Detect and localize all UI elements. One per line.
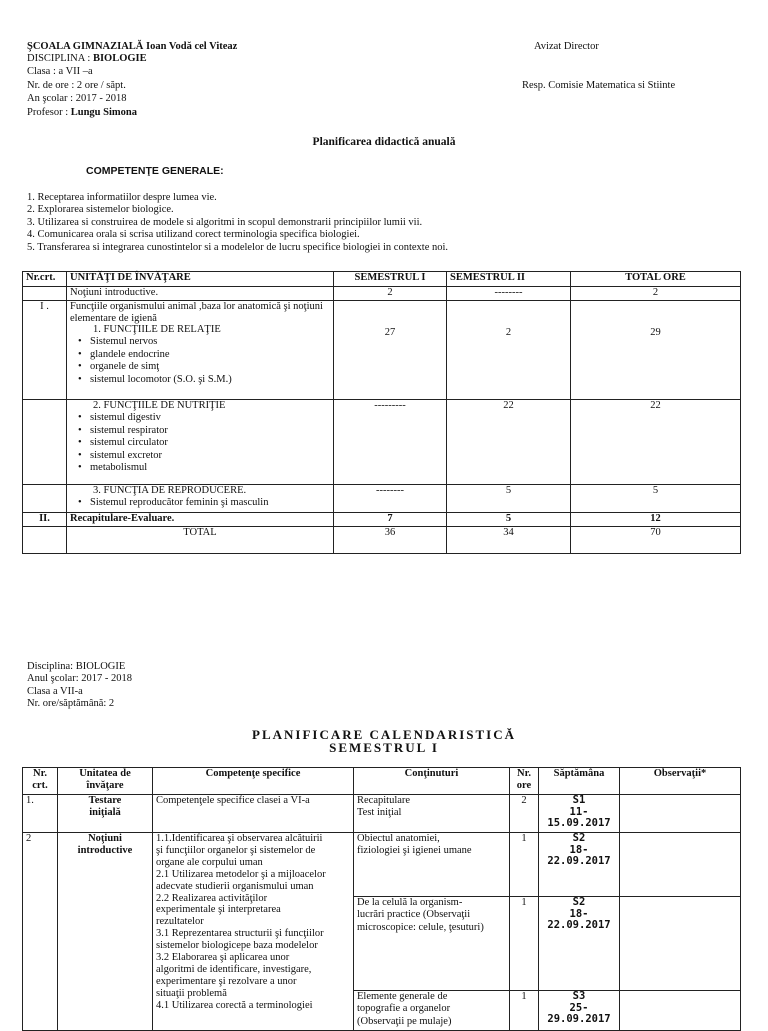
- year-line: An şcolar : 2017 - 2018: [27, 93, 127, 104]
- calendar-semester: SEMESTRUL I: [329, 740, 439, 755]
- observations-cell: [620, 795, 741, 833]
- cell-s1: 2: [334, 287, 447, 301]
- competences-title: COMPETENŢE GENERALE:: [86, 165, 224, 177]
- list-item: • sistemul respirator: [70, 425, 330, 437]
- observations-cell: [620, 833, 741, 897]
- list-item: • sistemul locomotor (S.O. şi S.M.): [70, 374, 330, 386]
- hours-cell: 1: [510, 991, 539, 1031]
- table-row: [23, 795, 741, 833]
- hours-line: Nr. de ore : 2 ore / săpt.: [27, 80, 126, 91]
- unit-reproduction: [67, 485, 334, 513]
- col-observations: Observaţii*: [620, 768, 741, 795]
- teacher-line: Profesor : Lungu Simona: [27, 107, 137, 118]
- table-total-row: [23, 527, 741, 554]
- unit-title: 3. FUNCŢIA DE REPRODUCERE.: [93, 485, 247, 496]
- col-sem2: SEMESTRUL II: [447, 272, 571, 287]
- hours-cell: 1: [510, 897, 539, 991]
- list-item: • metabolismul: [70, 462, 330, 474]
- unit-intro: Noţiuni introductive.: [67, 287, 334, 301]
- unit-title: 2. FUNCŢIILE DE NUTRIŢIE: [93, 400, 226, 411]
- table-row: [23, 301, 741, 400]
- cell-s1: --------: [334, 485, 447, 513]
- col-total: TOTAL ORE: [571, 272, 741, 287]
- class-line: Clasa : a VII –a: [27, 66, 93, 77]
- calendar-header-row: [23, 768, 741, 795]
- cell-s2: --------: [447, 287, 571, 301]
- list-item: • glandele endocrine: [70, 349, 330, 361]
- competence-item: 3. Utilizarea si construirea de modele si algoritmi in scopul demonstrarii principiilor lumii vii.: [27, 216, 423, 228]
- list-item: • sistemul digestiv: [70, 412, 330, 424]
- calendar-class: Clasa a VII-a: [27, 685, 83, 697]
- cell-s2: 22: [447, 400, 571, 485]
- cell-total: 2: [571, 287, 741, 301]
- col-hours: Nr. ore: [510, 768, 539, 795]
- col-competences: Competenţe specifice: [153, 768, 354, 795]
- observations-cell: [620, 991, 741, 1031]
- week-cell: S3 25- 29.09.2017: [539, 991, 620, 1031]
- table-header-row: [23, 272, 741, 287]
- school-name: ŞCOALA GIMNAZIALĂ Ioan Vodă cel Viteaz: [27, 41, 238, 52]
- cell-s2: 5: [447, 513, 571, 527]
- list-item: • sistemul excretor: [70, 450, 330, 462]
- list-item: • organele de simţ: [70, 361, 330, 373]
- calendar-hours: Nr. ore/săptămână: 2: [27, 698, 115, 710]
- col-contents: Conţinuturi: [354, 768, 510, 795]
- annual-title: Planificarea didactică anuală: [312, 136, 456, 148]
- total-label: TOTAL: [67, 527, 334, 554]
- row-nr: 2: [23, 833, 58, 1031]
- col-week: Săptămâna: [539, 768, 620, 795]
- col-nr: Nr. crt.: [23, 768, 58, 795]
- list-item: • Sistemul nervos: [70, 336, 330, 348]
- competences-cell: 1.1.Identificarea şi observarea alcătuirii şi funcţiilor organelor şi sistemelor de organe ale corpului uman 2.1 Utilizarea metodelor şi a mijloacelor adecvate studierii organismului uman 2.2 Realizarea activităţilor experimentale şi interpretarea rezultatelor 3.1 Reprezentarea structurii şi funcţiilor sistemelor biologicepe baza modelelor 3.2 Elaborarea şi aplicarea unor algoritmi de identificare, investigare, experimentare şi rezolvare a unor situaţii problemă 4.1 Utilizarea corectă a terminologiei: [153, 833, 354, 1031]
- competence-item: 2. Explorarea sistemelor biologice.: [27, 204, 174, 216]
- contents-cell: Elemente generale de topografie a organelor (Observaţii pe mulaje): [354, 991, 510, 1031]
- table-row: [23, 287, 741, 301]
- table-row: [23, 485, 741, 513]
- cell-total: 70: [571, 527, 741, 554]
- cell-s1: 7: [334, 513, 447, 527]
- col-unit: Unitatea de învăţare: [58, 768, 153, 795]
- calendar-table: [22, 767, 741, 1031]
- unit-relation: [67, 301, 334, 400]
- approved-label: Avizat Director: [534, 41, 599, 52]
- week-cell: S2 18- 22.09.2017: [539, 897, 620, 991]
- cell-total: 5: [571, 485, 741, 513]
- calendar-discipline: Disciplina: BIOLOGIE: [27, 661, 126, 672]
- row-nr: I .: [23, 301, 67, 400]
- col-units: UNITĂŢI DE ÎNVĂŢARE: [67, 272, 334, 287]
- competence-item: 1. Receptarea informatiilor despre lumea vie.: [27, 192, 217, 203]
- unit-name: Testare iniţială: [58, 795, 153, 833]
- contents-cell: Recapitulare Test iniţial: [354, 795, 510, 833]
- calendar-header: [27, 661, 132, 711]
- cell-s1: 27: [334, 301, 447, 400]
- unit-name: Noţiuni introductive: [58, 833, 153, 1031]
- competences-list: [27, 192, 448, 254]
- cell-s2: 2: [447, 301, 571, 400]
- week-cell: S2 18- 22.09.2017: [539, 833, 620, 897]
- row-nr: II.: [23, 513, 67, 527]
- list-item: • Sistemul reproducător feminin şi masculin: [70, 497, 330, 509]
- calendar-year: Anul şcolar: 2017 - 2018: [27, 673, 132, 685]
- list-item: • sistemul circulator: [70, 437, 330, 449]
- commission-label: Resp. Comisie Matematica si Stiinte: [522, 80, 676, 91]
- competence-item: 5. Transferarea si integrarea cunostintelor si a modelelor de lucru specifice biologiei in contexte noi.: [27, 241, 449, 253]
- competence-item: 4. Comunicarea orala si scrisa utilizand corect terminologia specifica biologiei.: [27, 229, 360, 241]
- competences-cell: Competenţele specifice clasei a VI-a: [153, 795, 354, 833]
- hours-cell: 2: [510, 795, 539, 833]
- col-sem1: SEMESTRUL I: [334, 272, 447, 287]
- cell-total: 22: [571, 400, 741, 485]
- contents-cell: De la celulă la organism- lucrări practice (Observaţii microscopice: celule, ţesuturi): [354, 897, 510, 991]
- observations-cell: [620, 897, 741, 991]
- cell-total: 12: [571, 513, 741, 527]
- unit-review: Recapitulare-Evaluare.: [67, 513, 334, 527]
- unit-title: 1. FUNCŢIILE DE RELAŢIE: [93, 324, 221, 335]
- table-row: [23, 513, 741, 527]
- unit-nutrition: [67, 400, 334, 485]
- contents-cell: Obiectul anatomiei, fiziologiei şi igienei umane: [354, 833, 510, 897]
- annual-table: [22, 271, 741, 554]
- cell-s2: 34: [447, 527, 571, 554]
- cell-total: 29: [571, 301, 741, 400]
- table-row: [23, 400, 741, 485]
- row-nr: 1.: [23, 795, 58, 833]
- discipline-line: DISCIPLINA : BIOLOGIE: [27, 53, 147, 64]
- cell-s1: 36: [334, 527, 447, 554]
- week-cell: S1 11- 15.09.2017: [539, 795, 620, 833]
- hours-cell: 1: [510, 833, 539, 897]
- cell-s1: ---------: [334, 400, 447, 485]
- unit-functions: Funcţiile organismului animal ,baza lor anatomică şi noţiuni elementare de igienă: [70, 301, 323, 324]
- table-row: [23, 833, 741, 897]
- col-nr: Nr.crt.: [23, 272, 67, 287]
- cell-s2: 5: [447, 485, 571, 513]
- calendar-title: PLANIFICARE CALENDARISTICĂ: [252, 727, 516, 742]
